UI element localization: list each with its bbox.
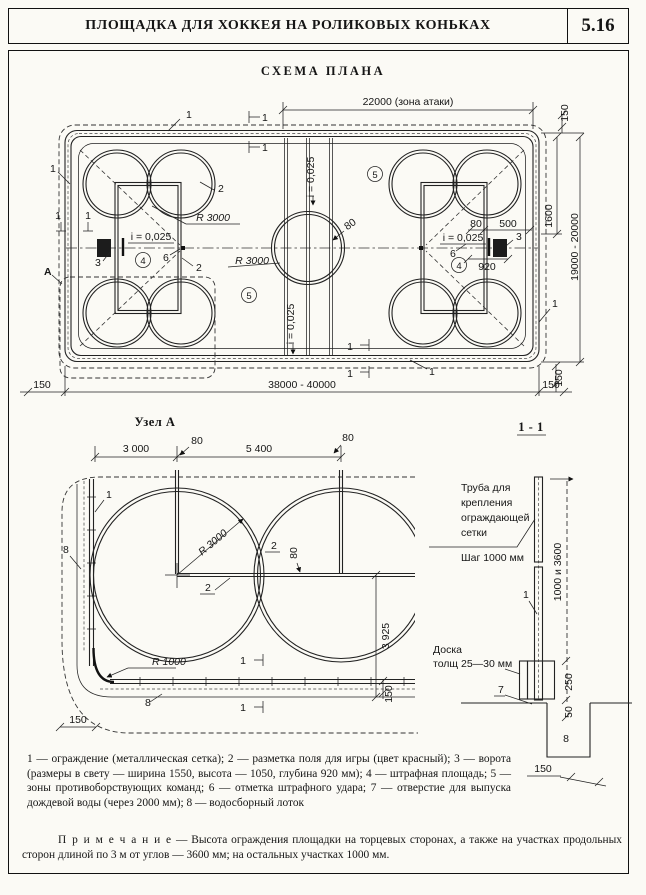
section-mark-4: 1 [85, 210, 91, 222]
dim-offset-left: 150 [33, 379, 51, 391]
detail-dim-3925: 3 925 [380, 622, 392, 650]
board [520, 661, 528, 699]
legend-text: 1 — ограждение (металлическая сетка); 2 — разметка поля для игры (цвет красный); 3 — ворота (размеры в свету — ширина 1550, высота — 1050, глубина 920 мм); 4 — штрафная площадь; 5 — зоны противоборствующих команд; 6 — отметка штрафного удара; 7 — отверстие для выпуска дождевой воды (через 2000 мм); 8 — водосборный лоток [27, 753, 511, 809]
goal-left [97, 239, 111, 257]
section-dim-height: 1000 и 3600 [552, 542, 564, 602]
callout-fence-bottom: 1 [429, 366, 435, 378]
section-callout-gutter: 8 [563, 733, 569, 745]
svg-text:5: 5 [246, 291, 252, 302]
detail-radius-3000: R 3000 [196, 527, 230, 559]
slope-label-bottom: i = 0,025 [285, 303, 297, 345]
dim-width-range: 19000 - 20000 [569, 213, 581, 281]
callout-spot-right: 6 [450, 248, 456, 260]
circled-number-4-left [136, 253, 151, 268]
pipe-note-4: сетки [461, 527, 488, 539]
pipe-note-3: ограждающей [461, 512, 530, 524]
anchor-block [528, 661, 555, 699]
section-callout-hole: 7 [498, 684, 504, 696]
gutter-leader [150, 694, 162, 702]
fence-outer-line [65, 131, 539, 362]
detail-gutter-edge [77, 484, 415, 697]
dim-goal-80: 80 [470, 218, 482, 230]
section-dim-50: 50 [563, 706, 575, 718]
dim-offset-top: 150 [559, 104, 571, 122]
detail-section-mark1: 1 [240, 655, 246, 667]
detail-marking-lines [176, 470, 416, 577]
callout-goal-right: 3 [516, 231, 522, 243]
circled-number-4-right [452, 258, 467, 273]
callout-spot-left: 6 [163, 252, 169, 264]
slope-label-top: i = 0,025 [305, 156, 317, 198]
section-mark-3: 1 [55, 210, 61, 222]
dim-attack-zone: 22000 (зона атаки) [362, 96, 454, 108]
section-mark-6: 1 [347, 368, 353, 380]
dim-center-80: 80 [342, 216, 359, 233]
board-note-1: Доска [433, 644, 462, 656]
detail-dim-150b: 150 [383, 685, 395, 703]
section-mark-1: 1 [262, 112, 268, 124]
slope-label-right: i = 0,025 [442, 232, 484, 244]
dim-offset-bottom: 150 [553, 369, 565, 387]
pipe-note-2: крепления [461, 497, 513, 509]
detail-callout-fence: 1 [106, 489, 112, 501]
detail-callout-marking2: 2 [205, 582, 211, 594]
detail-dim-5400: 5 400 [245, 443, 273, 455]
goal-right [493, 239, 507, 257]
node-a-region [60, 277, 215, 378]
rink-marking-line [79, 144, 526, 349]
node-a-detail [56, 415, 428, 733]
circled-number-5-left [242, 288, 257, 303]
slope-label-left: i = 0,025 [130, 231, 172, 243]
callout-fence-left: 1 [50, 163, 56, 175]
node-a-label: А [44, 266, 52, 278]
pipe-note-1: Труба для [461, 482, 511, 494]
note-body: — Высота ограждения площадки на торцевых сторонах, а также на участках продольных сторон длиной по 3 м от углов — 3600 мм; на остальных участках 1000 мм. [22, 834, 622, 861]
leader-lines [52, 119, 550, 369]
dim-offset-right: 150 [542, 379, 560, 391]
fence-net-line [68, 134, 536, 359]
detail-callout-gutter: 8 [63, 544, 69, 556]
detail-net-line [84, 481, 415, 689]
dim-1600: 1600 [543, 204, 555, 228]
svg-text:5: 5 [372, 170, 378, 181]
sheet-number: 5.16 [567, 9, 628, 43]
section-title: 1 - 1 [518, 420, 544, 434]
callout-fence-right: 1 [552, 298, 558, 310]
gutter-outline [59, 125, 546, 368]
detail-callout-gutter2: 8 [145, 697, 151, 709]
note-label: П р и м е ч а н и е [58, 834, 173, 846]
note-text [22, 833, 622, 862]
radius-label-2: R 3000 [235, 255, 269, 267]
sheet-title: ПЛОЩАДКА ДЛЯ ХОККЕЯ НА РОЛИКОВЫХ КОНЬКАХ [85, 18, 491, 33]
detail-callout-marking1: 2 [271, 540, 277, 552]
detail-section-mark2: 1 [240, 702, 246, 714]
callout-marking-top: 2 [218, 183, 224, 195]
detail-dim-150a: 150 [69, 714, 87, 726]
radius-label-1: R 3000 [196, 212, 230, 224]
section-dim-150: 150 [534, 763, 552, 775]
detail-dim-80a: 80 [191, 435, 203, 447]
section-1-1 [429, 420, 632, 786]
plan-heading: СХЕМА ПЛАНА [260, 64, 386, 78]
board-note-2: толщ 25—30 мм [433, 658, 513, 670]
plan-drawing [20, 96, 584, 396]
svg-text:4: 4 [456, 261, 462, 272]
dim-length-range: 38000 - 40000 [268, 379, 336, 391]
detail-radius-1000: R 1000 [152, 656, 186, 668]
detail-dim-80b: 80 [342, 432, 354, 444]
detail-dim-3000: 3 000 [122, 443, 150, 455]
penalty-spot-right [419, 246, 423, 250]
detail-dim-80c: 80 [288, 547, 300, 559]
callout-fence-top: 1 [186, 109, 192, 121]
dim-goal-920: 920 [478, 261, 496, 273]
section-mark-2: 1 [262, 142, 268, 154]
penalty-spot-left [181, 246, 185, 250]
section-dim-250: 250 [563, 673, 575, 691]
detail-title: Узел А [134, 415, 176, 429]
section-mark-5: 1 [347, 341, 353, 353]
svg-text:4: 4 [140, 256, 146, 267]
detail-circles [90, 488, 428, 662]
dim-goal-500: 500 [499, 218, 517, 230]
callout-goal-left: 3 [95, 257, 101, 269]
circled-number-5-right [368, 167, 383, 182]
callout-marking-low: 2 [196, 262, 202, 274]
section-callout-fence: 1 [523, 589, 529, 601]
pipe-step-note: Шаг 1000 мм [461, 552, 524, 564]
